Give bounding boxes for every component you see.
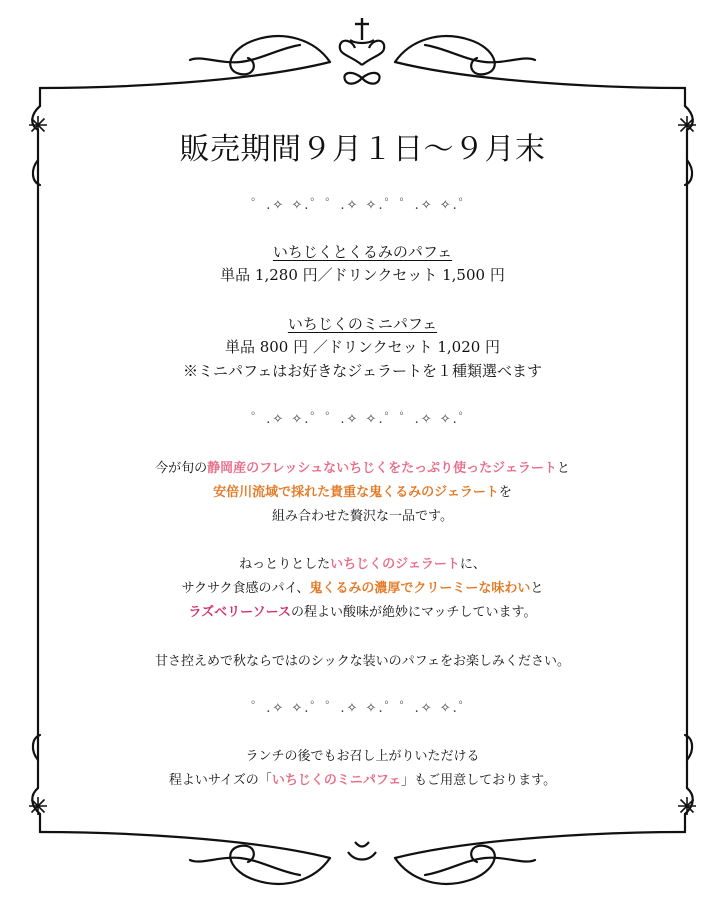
text: に、 <box>459 557 486 572</box>
highlight-text: いちじくのミニパフェ <box>271 773 402 788</box>
description-line <box>0 457 725 476</box>
highlight-text: 鬼くるみの濃厚でクリーミーな味わい <box>309 581 531 596</box>
item-name-mini-parfait: いちじくのミニパフェ <box>287 315 438 333</box>
text: 」もご用意しております。 <box>401 773 557 788</box>
description-line: 甘さ控えめで秋ならではのシックな装いのパフェをお楽しみください。 <box>155 654 570 669</box>
item-note-mini-parfait: ※ミニパフェはお好きなジェラートを１種類選べます <box>183 362 542 380</box>
footer-line <box>0 769 725 788</box>
text: 程よいサイズの「 <box>168 773 272 788</box>
item-price-parfait: 単品 1,280 円／ドリンクセット 1,500 円 <box>220 266 505 284</box>
item-price-mini-parfait: 単品 800 円 ／ドリンクセット 1,020 円 <box>224 338 501 356</box>
description-line <box>0 577 725 596</box>
text: と <box>530 581 544 596</box>
highlight-text: 静岡産のフレッシュないちじくをたっぷり使ったジェラート <box>207 461 557 476</box>
description-line <box>0 481 725 500</box>
divider: ゜.✧ ✧.゜゜.✧ ✧.゜゜.✧ ✧.゜ <box>251 198 474 213</box>
item-name-parfait: いちじくとくるみのパフェ <box>272 243 453 261</box>
text: サクサク食感のパイ、 <box>181 581 310 596</box>
divider: ゜.✧ ✧.゜゜.✧ ✧.゜゜.✧ ✧.゜ <box>251 701 474 716</box>
footer-line: ランチの後でもお召し上がりいただける <box>245 749 480 764</box>
highlight-text: いちじくのジェラート <box>330 557 460 572</box>
highlight-text: ラズベリーソース <box>188 605 291 620</box>
description-line <box>0 553 725 572</box>
text: ねっとりとした <box>239 557 331 572</box>
description-line <box>0 601 725 620</box>
page-title: 販売期間９月１日～９月末 <box>179 132 546 167</box>
text: を <box>498 485 512 500</box>
text: 今が旬の <box>155 461 208 476</box>
divider: ゜.✧ ✧.゜゜.✧ ✧.゜゜.✧ ✧.゜ <box>251 412 474 427</box>
description-line: 組み合わせた贅沢な一品です。 <box>272 509 453 524</box>
text: と <box>556 461 570 476</box>
text: の程よい酸味が絶妙にマッチしています。 <box>291 605 537 620</box>
highlight-text: 安倍川流域で採れた貴重な鬼くるみのジェラート <box>213 485 499 500</box>
